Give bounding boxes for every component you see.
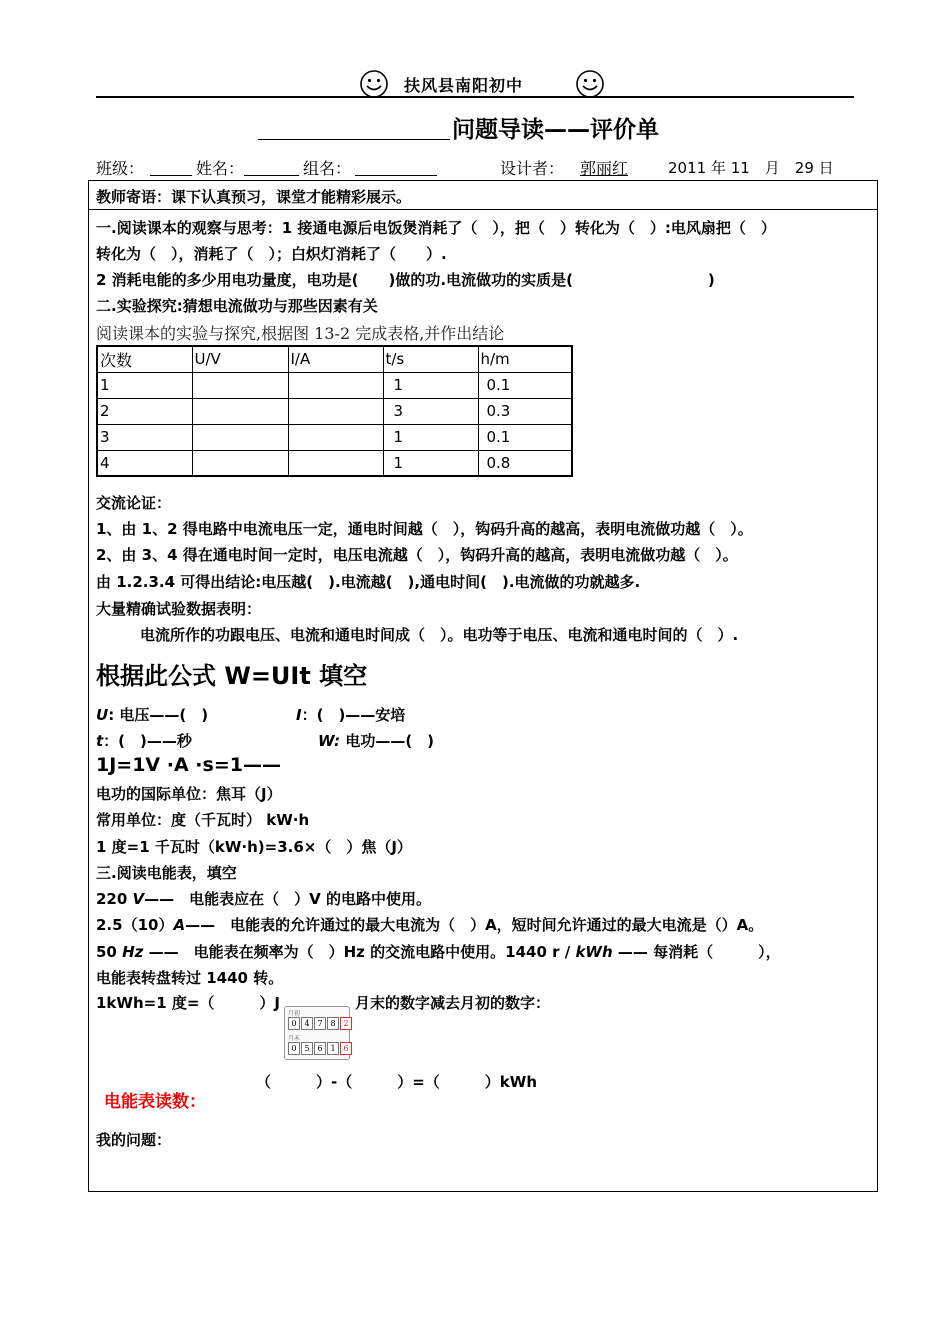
formula-w-line — [318, 730, 434, 751]
voltage-text: —— 电能表应在（ ）V 的电路中使用。 — [144, 890, 431, 908]
kwh-conversion: 1kWh=1 度=（ ）J — [96, 994, 281, 1012]
experiment-table — [96, 345, 573, 477]
table-cell[interactable] — [288, 450, 383, 476]
table-row — [97, 450, 572, 476]
meter-digit: 6 — [314, 1042, 326, 1055]
page-title: 问题导读——评价单 — [452, 117, 659, 143]
formula-w-text: 电功——( ) — [340, 732, 435, 750]
header-rule — [96, 96, 854, 98]
smiley-icon-left — [359, 69, 389, 99]
meter-reading-label: 电能表读数： — [104, 1092, 206, 1112]
meter-difference-instruction: 月末的数字减去月初的数字： — [355, 994, 551, 1012]
meter-digit: 7 — [314, 1017, 326, 1030]
meter-digit: 0 — [288, 1017, 300, 1030]
table-cell[interactable] — [288, 398, 383, 424]
table-cell: 4 — [97, 450, 192, 476]
formula-t-text: ：( )——秒 — [103, 732, 192, 750]
table-cell: 1 — [383, 424, 478, 450]
formula-u-text: : 电压——( ) — [108, 706, 209, 724]
teacher-message: 教师寄语：课下认真预习，课堂才能精彩展示。 — [96, 188, 412, 206]
meter-digit: 0 — [288, 1042, 300, 1055]
common-unit: 常用单位：度（千瓦时） kW·h — [96, 811, 310, 829]
section1-line1: 一.阅读课本的观察与思考：1 接通电源后电饭煲消耗了（ ），把（ ）转化为（ ）:电风扇把（ ） — [96, 219, 776, 237]
table-cell: 0.3 — [478, 398, 572, 424]
discussion-line1: 1、由 1、2 得电路中电流电压一定，通电时间越（ ），钩码升高的越高，表明电流做功越（ ）。 — [96, 520, 753, 538]
section1-line2: 转化为（ ），消耗了（ ）；白炽灯消耗了（ ）. — [96, 245, 447, 263]
discussion-line3: 由 1.2.3.4 可得出结论:电压越( ).电流越( ),通电时间( ).电流做的功就越多. — [96, 573, 641, 591]
table-header-row — [97, 346, 572, 372]
meter-digit: 4 — [301, 1017, 313, 1030]
current-text: —— 电能表的允许通过的最大电流为（ ）A，短时间允许通过的最大电流是（）A。 — [185, 916, 764, 934]
discussion-line4: 大量精确试验数据表明： — [96, 600, 262, 618]
discussion-line5: 电流所作的功跟电压、电流和通电时间成（ ）。电功等于电压、电流和通电时间的（ ）. — [140, 626, 739, 644]
table-cell[interactable] — [192, 372, 288, 398]
formula-t-line — [96, 730, 192, 751]
group-blank-line — [355, 175, 437, 176]
name-label: 姓名： — [196, 159, 245, 178]
table-header-cell: I/A — [288, 346, 383, 372]
class-label: 班级： — [96, 159, 145, 178]
formula-u-line — [96, 704, 208, 725]
table-row — [97, 398, 572, 424]
table-cell[interactable] — [192, 424, 288, 450]
table-header-cell: 次数 — [97, 346, 192, 372]
designer-label: 设计者： — [500, 159, 565, 178]
name-blank-line — [244, 175, 299, 176]
table-cell: 0.8 — [478, 450, 572, 476]
voltage-symbol: V — [132, 890, 145, 908]
table-cell: 0.1 — [478, 424, 572, 450]
table-cell: 0.1 — [478, 372, 572, 398]
formula-i-line — [296, 704, 405, 725]
joule-definition: 1J=1V ·A ·s=1—— — [96, 754, 281, 776]
class-blank-line — [150, 175, 192, 176]
formula-u-symbol: U — [96, 706, 109, 724]
table-header-cell: t/s — [383, 346, 478, 372]
section3-heading: 三.阅读电能表，填空 — [96, 864, 237, 882]
my-question-label: 我的问题： — [96, 1131, 172, 1149]
meter-revolution-line: 电能表转盘转过 1440 转。 — [96, 969, 284, 987]
kwh-symbol: kWh — [575, 943, 613, 961]
si-unit: 电功的国际单位：焦耳（J） — [96, 785, 282, 803]
meter-end-label: 月末 — [288, 1035, 301, 1042]
table-cell: 1 — [97, 372, 192, 398]
table-cell[interactable] — [192, 450, 288, 476]
meter-digit: 2 — [340, 1017, 352, 1030]
meter-digit: 5 — [301, 1042, 313, 1055]
table-cell: 3 — [383, 398, 478, 424]
table-header-cell: U/V — [192, 346, 288, 372]
table-header-cell: h/m — [478, 346, 572, 372]
frequency-value: 50 — [96, 943, 123, 961]
table-cell: 3 — [97, 424, 192, 450]
revolution-text: —— 每消耗（ ）， — [612, 943, 781, 961]
table-cell: 2 — [97, 398, 192, 424]
section2-heading: 二.实验探究:猜想电流做功与那些因素有关 — [96, 297, 378, 315]
date: 2011 年 11 月 29 日 — [668, 159, 834, 177]
formula-i-text: ：( )——安培 — [301, 706, 406, 724]
degree-conversion: 1 度=1 千瓦时（kW·h)=3.6×（ ）焦（J） — [96, 838, 412, 856]
table-cell: 1 — [383, 450, 478, 476]
section1-line3: 2 消耗电能的多少用电功量度，电功是( )做的功.电流做功的实质是( ) — [96, 271, 715, 289]
group-label: 组名： — [303, 159, 352, 178]
meter-reading-figure — [284, 1006, 350, 1060]
meter-frequency-line — [96, 941, 781, 962]
meter-calculation: （ ）-（ ）=（ ）kWh — [256, 1073, 537, 1091]
meter-digit: 1 — [327, 1042, 339, 1055]
smiley-icon-right — [575, 69, 605, 99]
section2-instruction: 阅读课本的实验与探究,根据图 13-2 完成表格,并作出结论 — [96, 324, 505, 343]
meter-end-digits — [288, 1042, 353, 1055]
frequency-text: —— 电能表在频率为（ ）Hz 的交流电路中使用。1440 r / — [143, 943, 576, 961]
meter-current-line — [96, 914, 763, 935]
meter-digit: 8 — [327, 1017, 339, 1030]
meter-start-label: 月初 — [288, 1010, 301, 1017]
school-name: 扶风县南阳初中 — [404, 76, 524, 95]
frequency-symbol: Hz — [122, 943, 144, 961]
discussion-heading: 交流论证： — [96, 494, 172, 512]
table-cell: 1 — [383, 372, 478, 398]
table-cell[interactable] — [192, 398, 288, 424]
meter-digit: 6 — [340, 1042, 352, 1055]
table-row — [97, 424, 572, 450]
table-row — [97, 372, 572, 398]
voltage-value: 220 — [96, 890, 133, 908]
discussion-line2: 2、由 3、4 得在通电时间一定时，电压电流越（ ），钩码升高的越高，表明电流做功越（ ）。 — [96, 546, 738, 564]
current-symbol: A — [173, 916, 186, 934]
message-divider — [88, 209, 878, 210]
meter-start-digits — [288, 1017, 353, 1030]
title-blank-line — [258, 139, 450, 140]
designer-name: 郭丽红 — [580, 159, 629, 178]
table-cell[interactable] — [288, 424, 383, 450]
formula-w-symbol: W: — [318, 732, 341, 750]
current-value: 2.5（10） — [96, 916, 174, 934]
table-cell[interactable] — [288, 372, 383, 398]
formula-i-symbol: I — [296, 706, 302, 724]
meter-voltage-line — [96, 888, 431, 909]
formula-heading: 根据此公式 W=UIt 填空 — [96, 662, 368, 690]
formula-t-symbol: t — [96, 732, 104, 750]
